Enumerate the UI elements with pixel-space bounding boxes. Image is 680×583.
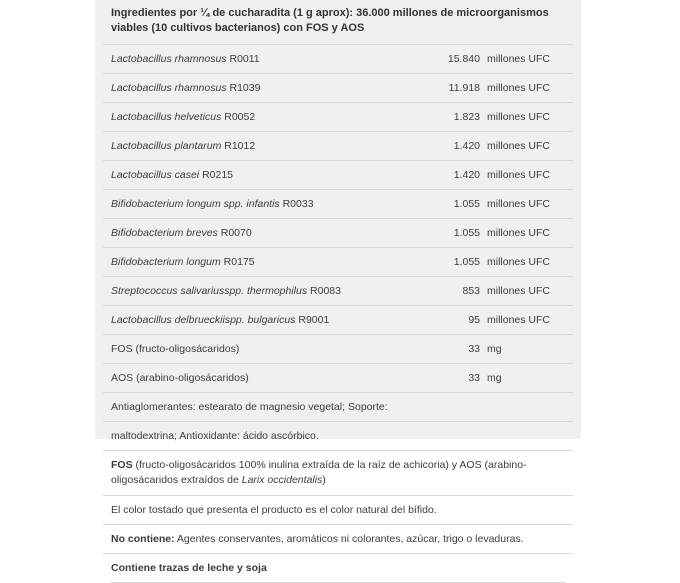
does-not-contain-body: Agentes conservantes, aromáticos ni colorantes, azúcar, trigo o levaduras. <box>174 533 524 545</box>
strain-code: R0215 <box>202 169 234 181</box>
strain-species: Bifidobacterium breves <box>111 227 218 239</box>
strain-amount: 15.840 <box>447 53 480 65</box>
strain-unit: millones UFC <box>487 198 551 210</box>
strain-code: R9001 <box>298 314 330 326</box>
prebiotic-amount: 33 <box>468 372 480 384</box>
does-not-contain-lead: No contiene: <box>111 533 175 545</box>
does-not-contain-note <box>103 524 573 553</box>
prebiotic-row-group <box>103 334 573 392</box>
strain-name <box>111 110 406 124</box>
prebiotic-amount: 33 <box>468 343 480 355</box>
prebiotic-name: AOS (arabino-oligosácaridos) <box>111 372 249 384</box>
strain-row-group <box>103 44 573 334</box>
strain-code: R0175 <box>223 256 255 268</box>
strain-unit: millones UFC <box>487 140 551 152</box>
strain-name <box>111 81 406 95</box>
strain-row <box>103 44 573 73</box>
strain-unit: millones UFC <box>487 256 551 268</box>
strain-name <box>111 168 406 182</box>
fos-aos-note-body-a: (fructo-oligosácaridos 100% inulina extraída de la raíz de achicoria) y AOS (arabino-oligosácaridos extraídos de <box>111 459 527 486</box>
strain-amount: 1.823 <box>453 111 480 123</box>
excipient-note-row: Antiaglomerantes: estearato de magnesio vegetal; Soporte: <box>103 392 573 421</box>
strain-unit: millones UFC <box>487 82 551 94</box>
strain-species: Bifidobacterium longum spp. infantis <box>111 198 280 210</box>
strain-row <box>103 189 573 218</box>
strain-amount: 1.055 <box>453 256 480 268</box>
excipient-note-row: maltodextrina; Antioxidante: ácido ascórbico. <box>103 421 573 450</box>
strain-row <box>103 131 573 160</box>
prebiotic-row <box>103 363 573 392</box>
prebiotic-name: FOS (fructo-oligosácaridos) <box>111 343 240 355</box>
strain-amount: 11.918 <box>448 82 480 94</box>
prebiotic-unit: mg <box>487 372 502 384</box>
strain-amount: 1.420 <box>453 169 480 181</box>
strain-species: Lactobacillus casei <box>111 169 200 181</box>
ingredients-rows <box>95 0 581 583</box>
fos-aos-note-lead: FOS <box>111 459 133 471</box>
strain-amount: 1.420 <box>453 140 480 152</box>
strain-row <box>103 73 573 102</box>
strain-row <box>103 160 573 189</box>
strain-row <box>103 247 573 276</box>
strain-code: R0052 <box>224 111 256 123</box>
ingredients-heading: Ingredientes por ¼ de cucharadita (1 g aprox): 36.000 millones de microorganismos viables (10 cultivos bacterianos) con FOS y AOS <box>111 7 549 34</box>
strain-name <box>111 139 406 153</box>
strain-code: R0083 <box>310 285 341 297</box>
strain-row <box>103 305 573 334</box>
strain-name <box>111 226 406 240</box>
strain-species: Lactobacillus rhamnosus <box>111 53 227 65</box>
fos-aos-source-note <box>103 450 573 495</box>
strain-code: R1012 <box>224 140 256 152</box>
strain-name <box>111 52 406 66</box>
ingredients-panel <box>95 0 581 574</box>
strain-code: R0011 <box>229 53 260 65</box>
fos-aos-note-species: Larix occidentalis <box>241 474 323 486</box>
strain-amount: 1.055 <box>453 198 480 210</box>
strain-unit: millones UFC <box>487 111 551 123</box>
traces-note: Contiene trazas de leche y soja <box>103 553 573 582</box>
strain-unit: millones UFC <box>487 285 551 297</box>
strain-row <box>103 218 573 247</box>
color-note: El color tostado que presenta el producto es el color natural del bífido. <box>103 495 573 524</box>
strain-species: Lactobacillus plantarum <box>111 140 222 152</box>
strain-amount: 95 <box>468 314 480 326</box>
strain-unit: millones UFC <box>487 169 551 181</box>
strain-species: Lactobacillus delbrueckiispp. bulgaricus <box>111 314 296 326</box>
strain-amount: 853 <box>462 285 480 297</box>
prebiotic-unit: mg <box>487 343 502 355</box>
strain-species: Lactobacillus helveticus <box>111 111 222 123</box>
prebiotic-row <box>103 334 573 363</box>
strain-code: R0033 <box>282 198 314 210</box>
strain-unit: millones UFC <box>487 227 551 239</box>
strain-row <box>103 276 573 305</box>
strain-name <box>111 284 406 298</box>
strain-code: R0070 <box>220 227 252 239</box>
strain-code: R1039 <box>229 82 261 94</box>
strain-row <box>103 102 573 131</box>
fos-aos-note-body-b: ) <box>322 474 326 486</box>
strain-unit: millones UFC <box>487 314 551 326</box>
strain-species: Lactobacillus rhamnosus <box>111 82 227 94</box>
strain-unit: millones UFC <box>487 53 551 65</box>
strain-amount: 1.055 <box>453 227 480 239</box>
strain-species: Streptococcus salivariusspp. thermophilus <box>111 285 308 297</box>
strain-name <box>111 313 406 327</box>
strain-species: Bifidobacterium longum <box>111 256 221 268</box>
strain-name <box>111 197 406 211</box>
excipient-note-group <box>103 392 573 450</box>
strain-name <box>111 255 406 269</box>
